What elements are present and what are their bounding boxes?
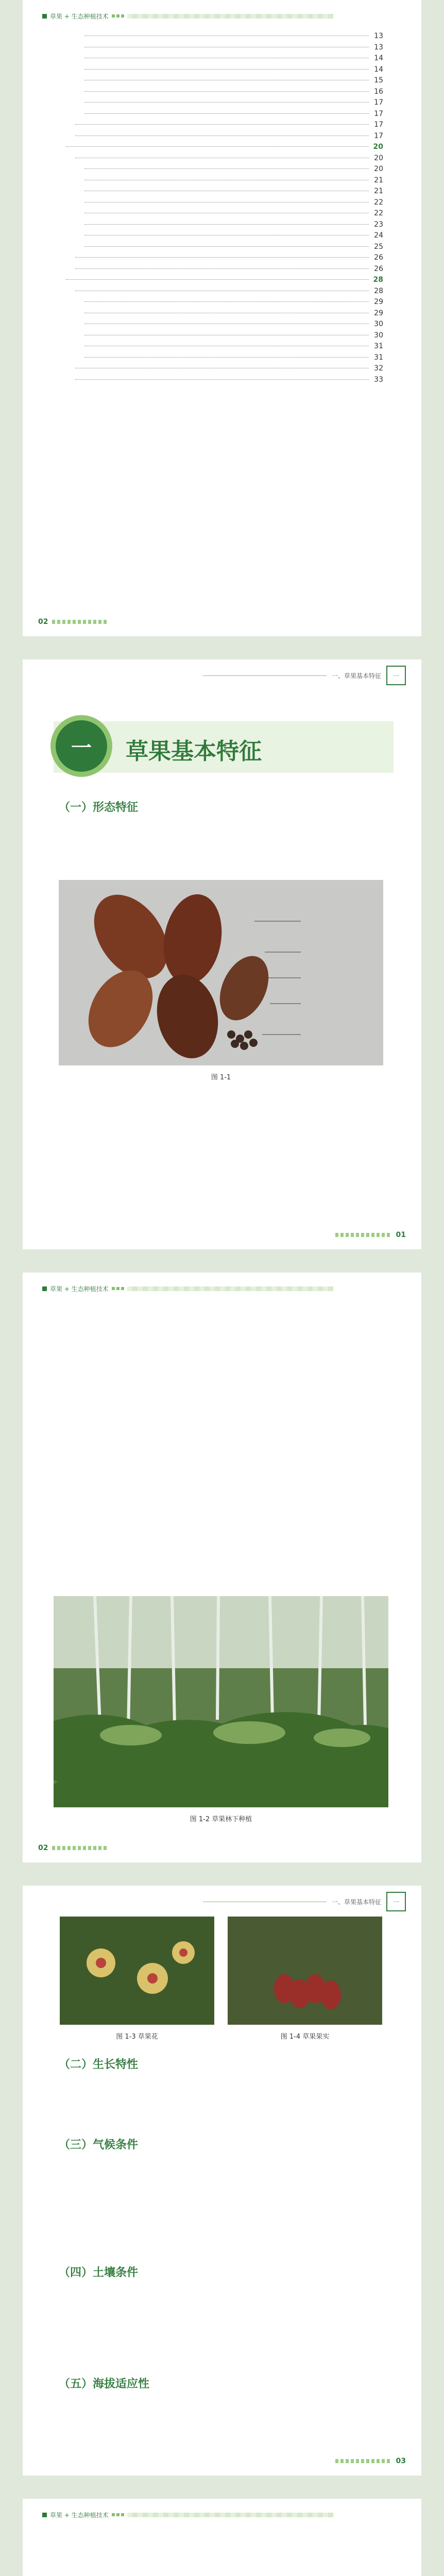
running-head [42,10,333,22]
toc-row[interactable]: 29 [64,308,383,319]
toc-row[interactable]: 33 [64,375,383,386]
toc-row[interactable]: 25 [64,242,383,253]
toc-row[interactable]: 31 [64,341,383,352]
figure-caption: 图 1-3 草果花 [116,2033,158,2041]
body-paragraph [59,2535,383,2576]
toc-row[interactable]: 26 [64,264,383,275]
square-icon [42,14,47,19]
running-head [42,2509,333,2520]
toc-row[interactable]: 26 [64,252,383,264]
right-running-head [203,1892,406,1911]
folio-stripe [335,1233,392,1237]
content-page [23,1886,421,2476]
folio-number: 03 [396,2457,406,2465]
figure-image [228,1917,382,2025]
toc-row[interactable]: 20 [64,142,383,153]
page-folio [335,1231,406,1239]
toc-row[interactable]: 21 [64,175,383,187]
square-icon [42,2513,47,2517]
figure-caption: 图 1-4 草果果实 [280,2033,330,2041]
running-head-text: 草果 + 生态种植技术 [50,2511,109,2519]
head-bar [127,1286,333,1291]
toc-row[interactable]: 28 [64,275,383,286]
page-folio [38,1844,109,1852]
toc-row[interactable]: 17 [64,120,383,131]
toc-row[interactable]: 15 [64,75,383,87]
body-paragraph [59,823,383,871]
toc-row[interactable]: 32 [64,363,383,375]
page-folio [335,2457,406,2465]
section-heading: （四）土壤条件 [59,2266,139,2279]
toc-page [23,0,421,636]
toc-row[interactable]: 29 [64,297,383,308]
toc-row[interactable]: 14 [64,64,383,76]
running-head-text: 草果 + 生态种植技术 [50,12,109,20]
toc-row[interactable]: 24 [64,230,383,242]
square-icon [42,1286,47,1291]
right-head-text: 一、草果基本特征 [331,672,381,680]
toc-row[interactable]: 21 [64,186,383,197]
folio-number: 02 [38,1844,48,1852]
dots-icon [112,1287,124,1290]
body-paragraph [59,2285,383,2368]
folio-number: 02 [38,618,48,626]
toc-row[interactable]: 17 [64,109,383,120]
folio-stripe [335,2459,392,2463]
chapter-title: 草果基本特征 [126,738,262,765]
toc-row[interactable]: 22 [64,208,383,219]
section-heading: （五）海拔适应性 [59,2378,150,2391]
chapter-badge: 一 [386,1892,406,1911]
toc-row[interactable]: 20 [64,164,383,175]
running-head-text: 草果 + 生态种植技术 [50,1285,109,1293]
head-bar [127,2513,333,2517]
content-page [23,1273,421,1862]
head-bar [127,14,333,19]
figure-caption: 图 1-1 [211,1074,231,1081]
head-line [203,675,327,676]
toc-row[interactable]: 20 [64,153,383,164]
page-folio [38,618,109,626]
toc-row[interactable]: 31 [64,352,383,364]
body-paragraph [59,1087,383,1200]
toc-row[interactable]: 22 [64,197,383,209]
chapter-banner [54,721,394,773]
folio-stripe [52,620,109,624]
toc-row[interactable]: 13 [64,42,383,54]
toc-row[interactable]: 13 [64,31,383,42]
toc-row[interactable]: 28 [64,286,383,297]
body-paragraph [59,2158,383,2256]
chapter-opener-page [23,659,421,1249]
section-heading: （三）气候条件 [59,2139,139,2151]
running-head [42,1283,333,1294]
figure-image [59,880,383,1065]
figure-image [54,1596,388,1807]
toc-row[interactable]: 30 [64,319,383,330]
figure-image [60,1917,214,2025]
toc-row[interactable]: 30 [64,330,383,342]
body-paragraph [59,1309,383,1587]
figure-caption: 图 1-2 草果林下种植 [190,1816,252,1823]
dots-icon [112,2513,124,2516]
chapter-badge: 一 [386,666,406,685]
folio-stripe [52,1846,109,1850]
content-page [23,2499,421,2576]
section-heading: （二）生长特性 [59,2058,139,2071]
table-of-contents [64,31,383,385]
toc-row[interactable]: 14 [64,53,383,64]
toc-row[interactable]: 17 [64,131,383,142]
right-running-head [203,666,406,685]
right-head-text: 一、草果基本特征 [331,1898,381,1906]
section-heading: （一）形态特征 [59,801,139,814]
toc-row[interactable]: 17 [64,97,383,109]
chapter-number: 一 [50,715,112,777]
dots-icon [112,14,124,18]
folio-number: 01 [396,1231,406,1239]
toc-row[interactable]: 16 [64,87,383,98]
body-paragraph [59,2397,383,2417]
body-paragraph [59,2077,383,2127]
toc-row[interactable]: 23 [64,219,383,231]
